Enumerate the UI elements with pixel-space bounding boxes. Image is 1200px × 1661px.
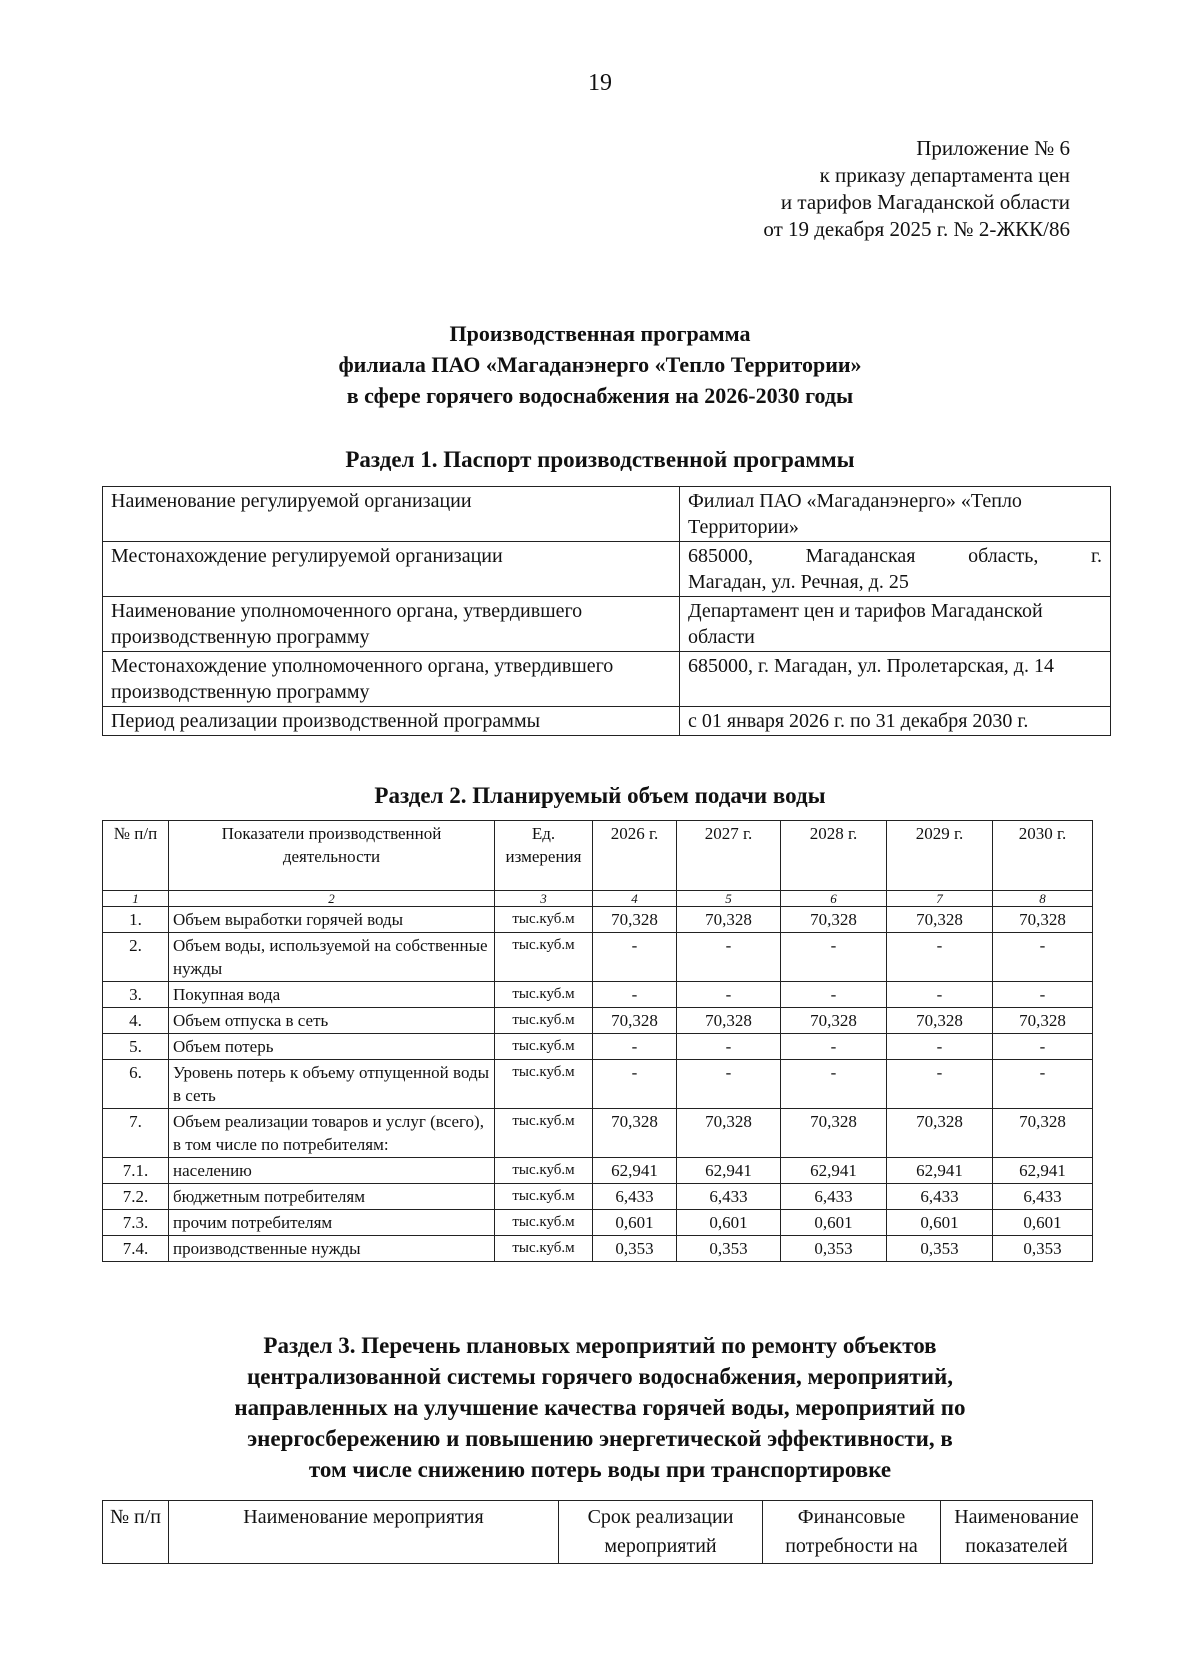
row-value: 6,433	[593, 1184, 677, 1210]
row-value: 70,328	[887, 1109, 993, 1158]
section3-heading-line: направленных на улучшение качества горячей воды, мероприятий по	[234, 1395, 966, 1420]
passport-value-line: 685000, Магаданская область, г.	[688, 545, 1102, 567]
row-value: 0,353	[781, 1236, 887, 1262]
row-value: 62,941	[677, 1158, 781, 1184]
col-header-term: Срок реализации мероприятий	[559, 1501, 763, 1564]
row-indicator: Объем реализации товаров и услуг (всего), в том числе по потребителям:	[169, 1109, 495, 1158]
column-index: 4	[593, 891, 677, 907]
row-unit: тыс.куб.м	[495, 1210, 593, 1236]
appendix-block	[700, 135, 1070, 243]
col-header-2026: 2026 г.	[593, 821, 677, 891]
column-index: 5	[677, 891, 781, 907]
row-unit: тыс.куб.м	[495, 1236, 593, 1262]
row-value: 70,328	[593, 1109, 677, 1158]
row-value: 70,328	[677, 907, 781, 933]
row-value: -	[993, 982, 1093, 1008]
table-row	[103, 982, 1093, 1008]
table-row	[103, 1236, 1093, 1262]
row-number: 7.	[103, 1109, 169, 1158]
row-value: 6,433	[677, 1184, 781, 1210]
col-header-finance: Финансовые потребности на	[763, 1501, 941, 1564]
row-number: 7.3.	[103, 1210, 169, 1236]
row-unit: тыс.куб.м	[495, 1008, 593, 1034]
row-number: 7.2.	[103, 1184, 169, 1210]
row-value: -	[887, 1034, 993, 1060]
row-number: 4.	[103, 1008, 169, 1034]
row-value: -	[593, 933, 677, 982]
row-indicator: Объем выработки горячей воды	[169, 907, 495, 933]
column-index: 7	[887, 891, 993, 907]
table-row	[103, 1184, 1093, 1210]
section3-heading-line: централизованной системы горячего водоснабжения, мероприятий,	[247, 1364, 953, 1389]
row-number: 3.	[103, 982, 169, 1008]
section3-heading	[0, 1330, 1200, 1485]
col-header-indicator: Показатели производственной деятельности	[169, 821, 495, 891]
row-value: -	[677, 933, 781, 982]
row-number: 7.4.	[103, 1236, 169, 1262]
passport-label: Местонахождение регулируемой организации	[103, 542, 680, 597]
row-indicator: Покупная вода	[169, 982, 495, 1008]
row-value: -	[781, 933, 887, 982]
appendix-line: Приложение № 6	[916, 136, 1070, 160]
row-value: 0,601	[887, 1210, 993, 1236]
row-unit: тыс.куб.м	[495, 1109, 593, 1158]
row-value: 0,601	[781, 1210, 887, 1236]
water-volume-table	[102, 820, 1093, 1262]
row-value: 0,353	[593, 1236, 677, 1262]
section3-heading-line: том числе снижению потерь воды при транспортировке	[308, 1457, 892, 1482]
row-value: 70,328	[781, 907, 887, 933]
table-row	[103, 1210, 1093, 1236]
row-value: -	[593, 982, 677, 1008]
column-index: 1	[103, 891, 169, 907]
row-value: 70,328	[677, 1109, 781, 1158]
column-index: 2	[169, 891, 495, 907]
row-value: 70,328	[593, 1008, 677, 1034]
col-header-2028: 2028 г.	[781, 821, 887, 891]
row-number: 6.	[103, 1060, 169, 1109]
row-value: 70,328	[781, 1109, 887, 1158]
row-value: -	[677, 1034, 781, 1060]
table-row	[103, 1034, 1093, 1060]
row-value: -	[887, 982, 993, 1008]
passport-label: Местонахождение уполномоченного органа, утвердившего производственную программу	[103, 652, 680, 707]
col-header-2030: 2030 г.	[993, 821, 1093, 891]
col-header-unit: Ед. измерения	[495, 821, 593, 891]
section3-heading-line: энергосбережению и повышению энергетической эффективности, в	[247, 1426, 953, 1451]
passport-value: Департамент цен и тарифов Магаданской области	[680, 597, 1111, 652]
table-header-row	[103, 821, 1093, 891]
title-line: филиала ПАО «Магаданэнерго «Тепло Территории»	[338, 352, 862, 377]
column-index: 8	[993, 891, 1093, 907]
passport-label: Наименование регулируемой организации	[103, 487, 680, 542]
table-row	[103, 1008, 1093, 1034]
col-header-num: № п/п	[103, 1501, 169, 1564]
table-header-row	[103, 1501, 1093, 1564]
row-value: 62,941	[593, 1158, 677, 1184]
row-value: -	[781, 982, 887, 1008]
passport-table	[102, 486, 1111, 736]
col-header-num: № п/п	[103, 821, 169, 891]
section2-heading: Раздел 2. Планируемый объем подачи воды	[374, 783, 826, 808]
title-line: Производственная программа	[449, 321, 751, 346]
passport-value: Филиал ПАО «Магаданэнерго» «Тепло Территории»	[680, 487, 1111, 542]
row-value: 0,601	[677, 1210, 781, 1236]
col-header-2029: 2029 г.	[887, 821, 993, 891]
appendix-line: и тарифов Магаданской области	[780, 190, 1070, 214]
row-unit: тыс.куб.м	[495, 1158, 593, 1184]
row-value: 70,328	[887, 1008, 993, 1034]
row-value: 70,328	[781, 1008, 887, 1034]
row-value: -	[781, 1034, 887, 1060]
row-value: 6,433	[887, 1184, 993, 1210]
table-row	[103, 933, 1093, 982]
row-value: -	[677, 982, 781, 1008]
table-row	[103, 487, 1111, 542]
row-indicator: Объем отпуска в сеть	[169, 1008, 495, 1034]
column-index: 3	[495, 891, 593, 907]
row-value: 70,328	[993, 1109, 1093, 1158]
table-row	[103, 907, 1093, 933]
page-number: 19	[588, 70, 612, 96]
row-value: -	[887, 1060, 993, 1109]
passport-value: 685000, г. Магадан, ул. Пролетарская, д. 14	[680, 652, 1111, 707]
row-value: -	[593, 1060, 677, 1109]
passport-label: Наименование уполномоченного органа, утвердившего производственную программу	[103, 597, 680, 652]
row-value: -	[887, 933, 993, 982]
title-line: в сфере горячего водоснабжения на 2026-2030 годы	[346, 383, 854, 408]
row-unit: тыс.куб.м	[495, 1034, 593, 1060]
row-value: 62,941	[993, 1158, 1093, 1184]
row-number: 5.	[103, 1034, 169, 1060]
column-index: 6	[781, 891, 887, 907]
row-indicator: Объем потерь	[169, 1034, 495, 1060]
table-row	[103, 1158, 1093, 1184]
water-volume-body	[103, 907, 1093, 1262]
row-value: 0,353	[993, 1236, 1093, 1262]
col-header-name: Наименование мероприятия	[169, 1501, 559, 1564]
row-indicator: прочим потребителям	[169, 1210, 495, 1236]
row-value: -	[677, 1060, 781, 1109]
row-number: 1.	[103, 907, 169, 933]
row-value: 70,328	[993, 907, 1093, 933]
appendix-line: от 19 декабря 2025 г. № 2-ЖКК/86	[763, 217, 1070, 241]
row-value: -	[993, 933, 1093, 982]
row-value: -	[593, 1034, 677, 1060]
passport-value-line: Магадан, ул. Речная, д. 25	[688, 571, 909, 593]
row-value: 62,941	[887, 1158, 993, 1184]
row-value: 70,328	[993, 1008, 1093, 1034]
row-unit: тыс.куб.м	[495, 1184, 593, 1210]
row-value: -	[781, 1060, 887, 1109]
table-row	[103, 1109, 1093, 1158]
row-unit: тыс.куб.м	[495, 907, 593, 933]
column-index-row	[103, 891, 1093, 907]
row-value: 0,601	[993, 1210, 1093, 1236]
row-number: 7.1.	[103, 1158, 169, 1184]
row-value: 70,328	[593, 907, 677, 933]
document-title	[0, 318, 1200, 411]
passport-value: с 01 января 2026 г. по 31 декабря 2030 г.	[680, 707, 1111, 736]
row-indicator: Уровень потерь к объему отпущенной воды в сеть	[169, 1060, 495, 1109]
appendix-line: к приказу департамента цен	[819, 163, 1070, 187]
row-value: 0,601	[593, 1210, 677, 1236]
col-header-2027: 2027 г.	[677, 821, 781, 891]
row-value: 0,353	[677, 1236, 781, 1262]
passport-value	[680, 542, 1111, 597]
row-value: 6,433	[993, 1184, 1093, 1210]
row-indicator: Объем воды, используемой на собственные нужды	[169, 933, 495, 982]
row-value: 70,328	[677, 1008, 781, 1034]
section3-heading-line: Раздел 3. Перечень плановых мероприятий по ремонту объектов	[263, 1333, 937, 1358]
table-row	[103, 1060, 1093, 1109]
section1-heading: Раздел 1. Паспорт производственной программы	[345, 447, 855, 472]
row-indicator: бюджетным потребителям	[169, 1184, 495, 1210]
row-unit: тыс.куб.м	[495, 933, 593, 982]
passport-label: Период реализации производственной программы	[103, 707, 680, 736]
col-header-indicators: Наименование показателей	[941, 1501, 1093, 1564]
table-row	[103, 707, 1111, 736]
row-indicator: производственные нужды	[169, 1236, 495, 1262]
events-table	[102, 1500, 1093, 1564]
row-value: -	[993, 1060, 1093, 1109]
table-row	[103, 652, 1111, 707]
row-value: 6,433	[781, 1184, 887, 1210]
row-unit: тыс.куб.м	[495, 982, 593, 1008]
row-indicator: населению	[169, 1158, 495, 1184]
row-value: 0,353	[887, 1236, 993, 1262]
table-row	[103, 597, 1111, 652]
row-unit: тыс.куб.м	[495, 1060, 593, 1109]
row-value: 70,328	[887, 907, 993, 933]
table-row	[103, 542, 1111, 597]
row-number: 2.	[103, 933, 169, 982]
row-value: 62,941	[781, 1158, 887, 1184]
row-value: -	[993, 1034, 1093, 1060]
